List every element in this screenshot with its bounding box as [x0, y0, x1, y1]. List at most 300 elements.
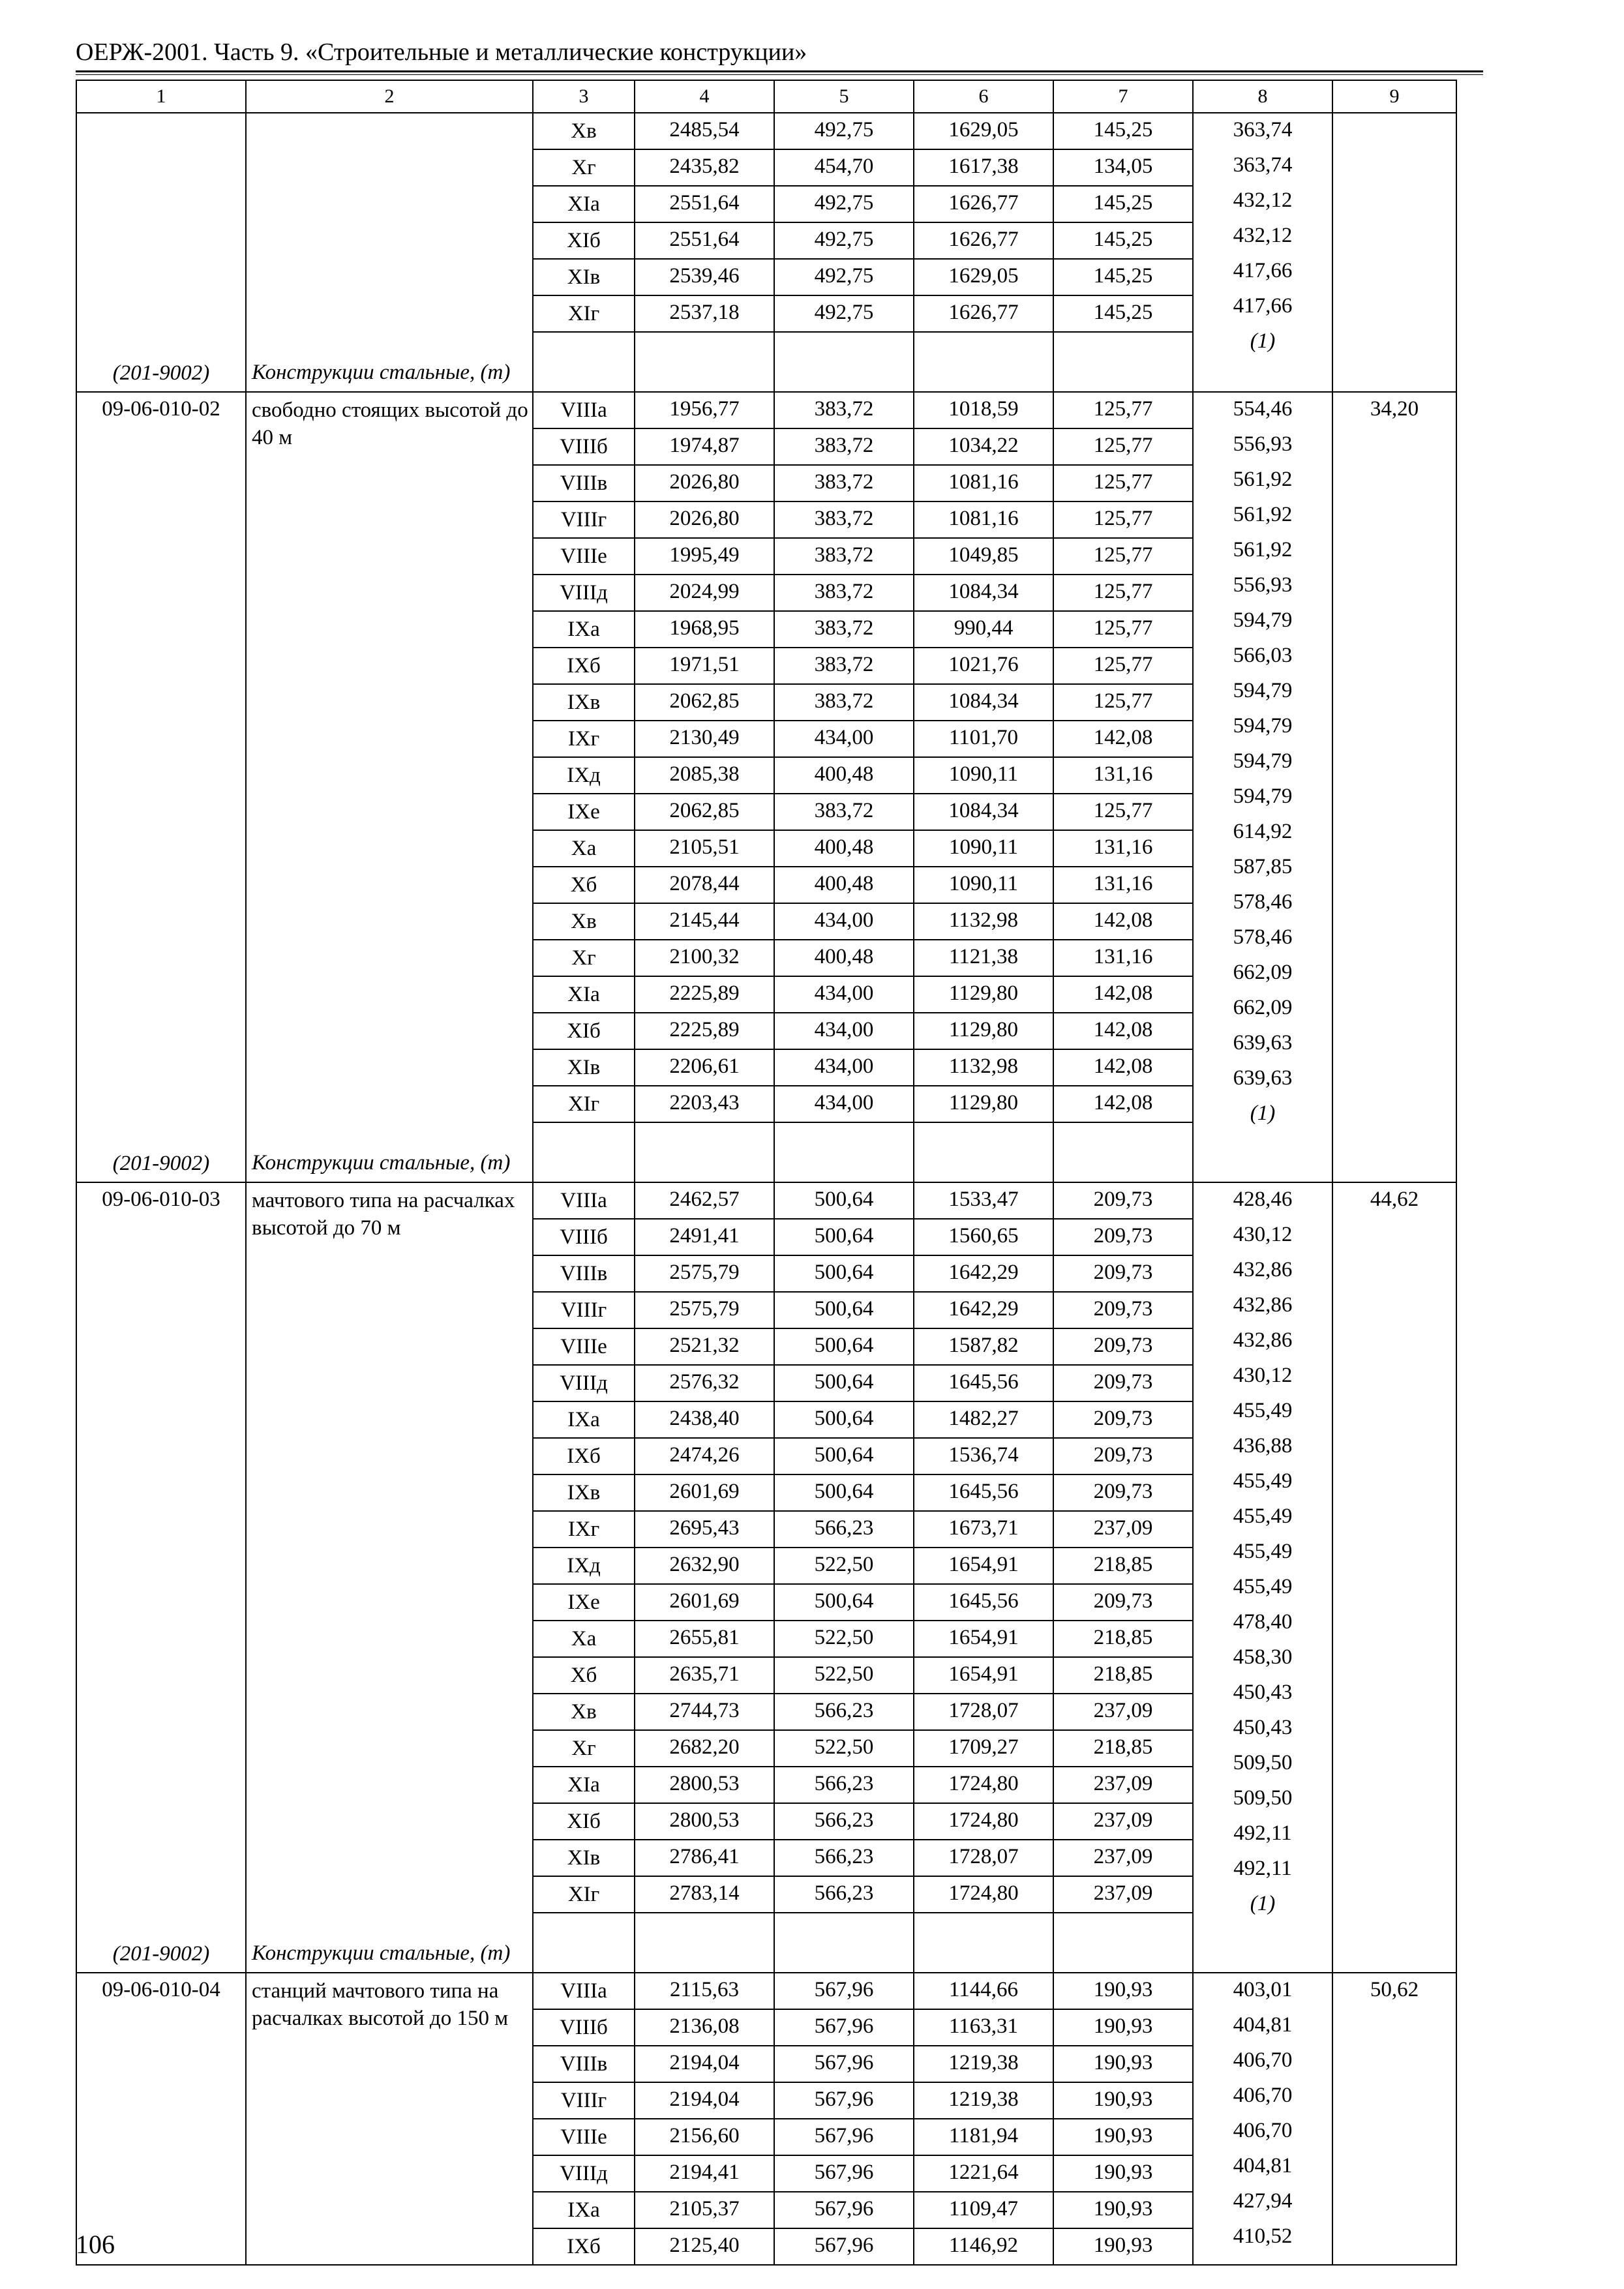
cost-value: 209,73 — [1053, 1438, 1193, 1474]
cost-value: 2682,20 — [635, 1730, 774, 1767]
cost-value: 500,64 — [774, 1292, 914, 1328]
column-8-value: 566,03 — [1233, 644, 1293, 667]
column-8-value: 406,70 — [1233, 2119, 1293, 2142]
cost-value: 131,16 — [1053, 867, 1193, 903]
column-8-value: 509,50 — [1233, 1786, 1293, 1810]
cost-value: 1626,77 — [914, 222, 1053, 259]
ground-category: VIIIа — [533, 1973, 635, 2009]
ground-category: Хг — [533, 940, 635, 976]
cost-value: 2800,53 — [635, 1803, 774, 1840]
rate-description — [246, 392, 533, 1182]
cost-value: 125,77 — [1053, 428, 1193, 465]
cost-value: 1709,27 — [914, 1730, 1053, 1767]
cost-value: 492,75 — [774, 295, 914, 332]
cost-value: 500,64 — [774, 1474, 914, 1511]
ground-category: IХг — [533, 721, 635, 757]
column-8-value: 561,92 — [1233, 538, 1293, 561]
cost-value: 2203,43 — [635, 1086, 774, 1122]
cost-value: 1728,07 — [914, 1840, 1053, 1876]
column-8-value: 450,43 — [1233, 1681, 1293, 1704]
cost-value: 1995,49 — [635, 538, 774, 575]
cost-value: 142,08 — [1053, 1013, 1193, 1049]
cost-value: 2435,82 — [635, 149, 774, 186]
cost-value: 209,73 — [1053, 1328, 1193, 1365]
column-8-cell — [1193, 113, 1332, 392]
resource-description: Конструкции стальные, (т) — [252, 361, 511, 384]
cost-value: 566,23 — [774, 1694, 914, 1730]
cost-value: 209,73 — [1053, 1182, 1193, 1219]
column-8-value: 404,81 — [1233, 2154, 1293, 2177]
cost-value: 1163,31 — [914, 2009, 1053, 2046]
cost-value: 237,09 — [1053, 1876, 1193, 1913]
ground-category: Хг — [533, 1730, 635, 1767]
ground-category: VIIIг — [533, 2082, 635, 2119]
cost-value: 383,72 — [774, 392, 914, 428]
resource-row-cell — [1053, 332, 1193, 392]
cost-value: 125,77 — [1053, 501, 1193, 538]
ground-category: IХв — [533, 1474, 635, 1511]
cost-value: 492,75 — [774, 222, 914, 259]
cost-value: 567,96 — [774, 2082, 914, 2119]
column-8-value: 403,01 — [1233, 1978, 1293, 2001]
column-8-cell — [1193, 1973, 1332, 2265]
cost-value: 190,93 — [1053, 2119, 1193, 2155]
ground-category: ХIг — [533, 1876, 635, 1913]
column-9-value: 44,62 — [1332, 1182, 1456, 1973]
rate-code-text: 09-06-010-02 — [102, 397, 220, 421]
cost-value: 1221,64 — [914, 2155, 1053, 2192]
cost-value: 567,96 — [774, 2046, 914, 2082]
ground-category: IХа — [533, 1401, 635, 1438]
cost-value: 1121,38 — [914, 940, 1053, 976]
cost-value: 2062,85 — [635, 684, 774, 721]
cost-value: 218,85 — [1053, 1730, 1193, 1767]
cost-value: 1084,34 — [914, 794, 1053, 830]
cost-value: 567,96 — [774, 2155, 914, 2192]
column-8-value: 455,49 — [1233, 1469, 1293, 1493]
cost-value: 145,25 — [1053, 113, 1193, 149]
rate-description — [246, 113, 533, 392]
ground-category: IХг — [533, 1511, 635, 1548]
column-8-value: 561,92 — [1233, 468, 1293, 491]
cost-value: 209,73 — [1053, 1255, 1193, 1292]
cost-value: 2438,40 — [635, 1401, 774, 1438]
cost-value: 2130,49 — [635, 721, 774, 757]
cost-value: 125,77 — [1053, 575, 1193, 611]
rate-description-text: станций мачтового типа на расчалках высотой до 150 м — [252, 1979, 509, 2030]
table-row — [76, 1973, 1456, 2009]
column-8-value: 662,09 — [1233, 961, 1293, 984]
cost-value: 383,72 — [774, 575, 914, 611]
column-number-row — [76, 80, 1456, 113]
ground-category: IХб — [533, 2228, 635, 2265]
column-8-value: 427,94 — [1233, 2189, 1293, 2213]
cost-value: 1021,76 — [914, 648, 1053, 684]
cost-value: 434,00 — [774, 976, 914, 1013]
rate-description — [246, 1973, 533, 2265]
cost-value: 2744,73 — [635, 1694, 774, 1730]
cost-value: 2026,80 — [635, 501, 774, 538]
resource-row-cell — [635, 1122, 774, 1182]
resource-row-cell — [1053, 1122, 1193, 1182]
cost-value: 1654,91 — [914, 1657, 1053, 1694]
cost-value: 145,25 — [1053, 222, 1193, 259]
resource-code: (201-9002) — [112, 361, 210, 385]
cost-value: 522,50 — [774, 1621, 914, 1657]
cost-value: 2551,64 — [635, 222, 774, 259]
cost-value: 1081,16 — [914, 501, 1053, 538]
cost-value: 237,09 — [1053, 1767, 1193, 1803]
cost-value: 1654,91 — [914, 1621, 1053, 1657]
ground-category: VIIIд — [533, 2155, 635, 2192]
cost-value: 567,96 — [774, 2009, 914, 2046]
ground-category: VIIIа — [533, 392, 635, 428]
cost-value: 2521,32 — [635, 1328, 774, 1365]
cost-value: 237,09 — [1053, 1803, 1193, 1840]
column-8-value: 450,43 — [1233, 1716, 1293, 1739]
column-8-cell — [1193, 392, 1332, 1182]
table-row — [76, 113, 1456, 149]
ground-category: IХе — [533, 794, 635, 830]
cost-value: 131,16 — [1053, 830, 1193, 867]
cost-value: 566,23 — [774, 1511, 914, 1548]
resource-row-cell — [1053, 1913, 1193, 1973]
resource-quantity: (1) — [1250, 1101, 1276, 1125]
ground-category: VIIIб — [533, 1219, 635, 1255]
cost-value: 190,93 — [1053, 2082, 1193, 2119]
cost-value: 1645,56 — [914, 1365, 1053, 1401]
cost-value: 1129,80 — [914, 976, 1053, 1013]
cost-value: 500,64 — [774, 1438, 914, 1474]
cost-value: 434,00 — [774, 903, 914, 940]
column-8-value: 492,11 — [1233, 1857, 1292, 1880]
resource-row-cell — [774, 1913, 914, 1973]
column-8-value: 432,86 — [1233, 1293, 1293, 1317]
cost-value: 218,85 — [1053, 1548, 1193, 1584]
ground-category: IХд — [533, 757, 635, 794]
cost-value: 400,48 — [774, 867, 914, 903]
column-8-value: 363,74 — [1233, 153, 1293, 177]
ground-category: Хг — [533, 149, 635, 186]
ground-category: ХIб — [533, 222, 635, 259]
column-8-value: 554,46 — [1233, 397, 1293, 421]
cost-value: 1968,95 — [635, 611, 774, 648]
cost-value: 500,64 — [774, 1182, 914, 1219]
column-8-value: 406,70 — [1233, 2048, 1293, 2072]
cost-value: 2125,40 — [635, 2228, 774, 2265]
cost-value: 2474,26 — [635, 1438, 774, 1474]
cost-value: 990,44 — [914, 611, 1053, 648]
cost-value: 1084,34 — [914, 684, 1053, 721]
cost-value: 400,48 — [774, 757, 914, 794]
column-8-value: 561,92 — [1233, 503, 1293, 526]
cost-value: 2115,63 — [635, 1973, 774, 2009]
cost-value: 454,70 — [774, 149, 914, 186]
cost-value: 500,64 — [774, 1401, 914, 1438]
cost-value: 400,48 — [774, 830, 914, 867]
cost-value: 1654,91 — [914, 1548, 1053, 1584]
cost-value: 131,16 — [1053, 757, 1193, 794]
resource-description: Конструкции стальные, (т) — [252, 1151, 511, 1174]
cost-value: 2655,81 — [635, 1621, 774, 1657]
resource-quantity: (1) — [1250, 1892, 1276, 1915]
ground-category: Хб — [533, 1657, 635, 1694]
cost-value: 2136,08 — [635, 2009, 774, 2046]
rate-code — [76, 113, 246, 392]
cost-value: 1956,77 — [635, 392, 774, 428]
rate-code — [76, 1182, 246, 1973]
cost-value: 500,64 — [774, 1365, 914, 1401]
cost-value: 209,73 — [1053, 1584, 1193, 1621]
cost-value: 383,72 — [774, 428, 914, 465]
cost-value: 218,85 — [1053, 1657, 1193, 1694]
column-9-value: 34,20 — [1332, 392, 1456, 1182]
cost-value: 1084,34 — [914, 575, 1053, 611]
rate-code-text: 09-06-010-04 — [102, 1978, 220, 2001]
cost-value: 209,73 — [1053, 1365, 1193, 1401]
cost-value: 2575,79 — [635, 1292, 774, 1328]
ground-category: ХIа — [533, 186, 635, 222]
ground-category: VIIIб — [533, 428, 635, 465]
cost-value: 2062,85 — [635, 794, 774, 830]
resource-row-cell — [533, 1913, 635, 1973]
cost-value: 1132,98 — [914, 903, 1053, 940]
cost-value: 2206,61 — [635, 1049, 774, 1086]
cost-value: 567,96 — [774, 2228, 914, 2265]
cost-value: 2695,43 — [635, 1511, 774, 1548]
cost-value: 2537,18 — [635, 295, 774, 332]
ground-category: VIIIе — [533, 538, 635, 575]
resource-row-cell — [533, 1122, 635, 1182]
resource-description: Конструкции стальные, (т) — [252, 1941, 511, 1965]
cost-value: 434,00 — [774, 1086, 914, 1122]
column-8-value: 455,49 — [1233, 1540, 1293, 1563]
cost-value: 1018,59 — [914, 392, 1053, 428]
cost-value: 1049,85 — [914, 538, 1053, 575]
ground-category: IХб — [533, 648, 635, 684]
resource-row-cell — [914, 332, 1053, 392]
ground-category: ХIа — [533, 1767, 635, 1803]
cost-value: 492,75 — [774, 259, 914, 295]
cost-value: 2462,57 — [635, 1182, 774, 1219]
rate-description-text: свободно стоящих высотой до 40 м — [252, 398, 528, 449]
cost-value: 2491,41 — [635, 1219, 774, 1255]
cost-value: 492,75 — [774, 186, 914, 222]
cost-value: 209,73 — [1053, 1401, 1193, 1438]
cost-value: 125,77 — [1053, 392, 1193, 428]
column-8-value: 432,12 — [1233, 188, 1293, 212]
cost-value: 2026,80 — [635, 465, 774, 501]
ground-category: ХIв — [533, 1049, 635, 1086]
ground-category: ХIв — [533, 259, 635, 295]
cost-value: 1974,87 — [635, 428, 774, 465]
cost-value: 1673,71 — [914, 1511, 1053, 1548]
cost-value: 1724,80 — [914, 1876, 1053, 1913]
cost-value: 434,00 — [774, 1013, 914, 1049]
cost-value: 1629,05 — [914, 259, 1053, 295]
column-8-value: 455,49 — [1233, 1399, 1293, 1422]
cost-value: 1629,05 — [914, 113, 1053, 149]
cost-value: 2786,41 — [635, 1840, 774, 1876]
column-number: 8 — [1193, 80, 1332, 113]
column-number: 1 — [76, 80, 246, 113]
ground-category: VIIIд — [533, 575, 635, 611]
column-8-value: 432,86 — [1233, 1328, 1293, 1352]
column-number: 9 — [1332, 80, 1456, 113]
cost-value: 190,93 — [1053, 2192, 1193, 2228]
cost-value: 209,73 — [1053, 1292, 1193, 1328]
cost-value: 1724,80 — [914, 1803, 1053, 1840]
ground-category: Ха — [533, 830, 635, 867]
header-rule-thin — [76, 74, 1483, 75]
ground-category: Ха — [533, 1621, 635, 1657]
cost-value: 237,09 — [1053, 1694, 1193, 1730]
ground-category: VIIIг — [533, 1292, 635, 1328]
resource-row-cell — [774, 1122, 914, 1182]
column-8-value: 417,66 — [1233, 259, 1293, 282]
resource-row-cell — [635, 332, 774, 392]
cost-value: 125,77 — [1053, 648, 1193, 684]
page-number: 106 — [76, 2230, 115, 2259]
ground-category: VIIIд — [533, 1365, 635, 1401]
column-8-value: 594,79 — [1233, 608, 1293, 632]
ground-category: Хв — [533, 113, 635, 149]
column-8-value: 578,46 — [1233, 890, 1293, 914]
cost-value: 190,93 — [1053, 2046, 1193, 2082]
cost-value: 2635,71 — [635, 1657, 774, 1694]
page-header-title: ОЕРЖ-2001. Часть 9. «Строительные и металлические конструкции» — [76, 38, 807, 66]
resource-row-cell — [774, 332, 914, 392]
cost-value: 1090,11 — [914, 757, 1053, 794]
cost-value: 383,72 — [774, 794, 914, 830]
column-8-value: 556,93 — [1233, 432, 1293, 456]
cost-value: 2575,79 — [635, 1255, 774, 1292]
column-8-value: 639,63 — [1233, 1031, 1293, 1055]
column-8-value: 432,86 — [1233, 1258, 1293, 1281]
cost-value: 2800,53 — [635, 1767, 774, 1803]
cost-value: 2485,54 — [635, 113, 774, 149]
column-8-value: 614,92 — [1233, 820, 1293, 843]
cost-value: 142,08 — [1053, 721, 1193, 757]
resource-row-cell — [914, 1913, 1053, 1973]
cost-value: 383,72 — [774, 611, 914, 648]
ground-category: IХа — [533, 611, 635, 648]
cost-value: 1626,77 — [914, 186, 1053, 222]
cost-value: 134,05 — [1053, 149, 1193, 186]
column-8-value: 363,74 — [1233, 118, 1293, 142]
cost-value: 1560,65 — [914, 1219, 1053, 1255]
cost-value: 1181,94 — [914, 2119, 1053, 2155]
cost-value: 567,96 — [774, 1973, 914, 2009]
cost-value: 1971,51 — [635, 648, 774, 684]
ground-category: VIIIа — [533, 1182, 635, 1219]
column-8-value: 639,63 — [1233, 1066, 1293, 1090]
cost-value: 125,77 — [1053, 684, 1193, 721]
cost-value: 1132,98 — [914, 1049, 1053, 1086]
cost-value: 1626,77 — [914, 295, 1053, 332]
cost-value: 400,48 — [774, 940, 914, 976]
cost-value: 142,08 — [1053, 1086, 1193, 1122]
cost-value: 383,72 — [774, 465, 914, 501]
cost-value: 2194,04 — [635, 2046, 774, 2082]
cost-value: 190,93 — [1053, 1973, 1193, 2009]
cost-value: 1533,47 — [914, 1182, 1053, 1219]
ground-category: ХIг — [533, 295, 635, 332]
column-8-value: 410,52 — [1233, 2224, 1293, 2248]
column-8-value: 587,85 — [1233, 855, 1293, 878]
cost-value: 145,25 — [1053, 295, 1193, 332]
column-8-value: 406,70 — [1233, 2084, 1293, 2107]
ground-category: IХб — [533, 1438, 635, 1474]
rates-table — [76, 80, 1457, 2266]
cost-value: 1101,70 — [914, 721, 1053, 757]
cost-value: 125,77 — [1053, 465, 1193, 501]
ground-category: VIIIв — [533, 2046, 635, 2082]
cost-value: 1090,11 — [914, 830, 1053, 867]
cost-value: 209,73 — [1053, 1219, 1193, 1255]
cost-value: 2105,37 — [635, 2192, 774, 2228]
cost-value: 566,23 — [774, 1803, 914, 1840]
cost-value: 145,25 — [1053, 259, 1193, 295]
column-8-value: 556,93 — [1233, 573, 1293, 597]
cost-value: 218,85 — [1053, 1621, 1193, 1657]
rate-code-text: 09-06-010-03 — [102, 1188, 220, 1211]
cost-value: 566,23 — [774, 1840, 914, 1876]
cost-value: 2225,89 — [635, 976, 774, 1013]
ground-category: ХIа — [533, 976, 635, 1013]
cost-value: 500,64 — [774, 1584, 914, 1621]
cost-value: 237,09 — [1053, 1840, 1193, 1876]
ground-category: IХд — [533, 1548, 635, 1584]
cost-value: 567,96 — [774, 2119, 914, 2155]
cost-value: 1587,82 — [914, 1328, 1053, 1365]
column-8-value: 430,12 — [1233, 1223, 1293, 1246]
cost-value: 566,23 — [774, 1767, 914, 1803]
cost-value: 1642,29 — [914, 1255, 1053, 1292]
cost-value: 2632,90 — [635, 1548, 774, 1584]
cost-value: 1482,27 — [914, 1401, 1053, 1438]
cost-value: 125,77 — [1053, 538, 1193, 575]
cost-value: 2085,38 — [635, 757, 774, 794]
cost-value: 142,08 — [1053, 976, 1193, 1013]
cost-value: 1642,29 — [914, 1292, 1053, 1328]
column-8-value: 594,79 — [1233, 785, 1293, 808]
table-row — [76, 1182, 1456, 1219]
cost-value: 1219,38 — [914, 2082, 1053, 2119]
cost-value: 1129,80 — [914, 1086, 1053, 1122]
ground-category: Хв — [533, 903, 635, 940]
ground-category: IХе — [533, 1584, 635, 1621]
cost-value: 434,00 — [774, 721, 914, 757]
cost-value: 500,64 — [774, 1328, 914, 1365]
cost-value: 2601,69 — [635, 1474, 774, 1511]
ground-category: VIIIв — [533, 465, 635, 501]
column-8-value: 436,88 — [1233, 1434, 1293, 1458]
cost-value: 2539,46 — [635, 259, 774, 295]
column-8-value: 428,46 — [1233, 1188, 1293, 1211]
cost-value: 2194,04 — [635, 2082, 774, 2119]
column-8-cell — [1193, 1182, 1332, 1973]
resource-quantity: (1) — [1250, 329, 1276, 353]
resource-row-cell — [914, 1122, 1053, 1182]
column-8-value: 594,79 — [1233, 679, 1293, 702]
cost-value: 2156,60 — [635, 2119, 774, 2155]
column-8-value: 458,30 — [1233, 1645, 1293, 1669]
cost-value: 492,75 — [774, 113, 914, 149]
ground-category: ХIг — [533, 1086, 635, 1122]
cost-value: 1081,16 — [914, 465, 1053, 501]
cost-value: 1146,92 — [914, 2228, 1053, 2265]
